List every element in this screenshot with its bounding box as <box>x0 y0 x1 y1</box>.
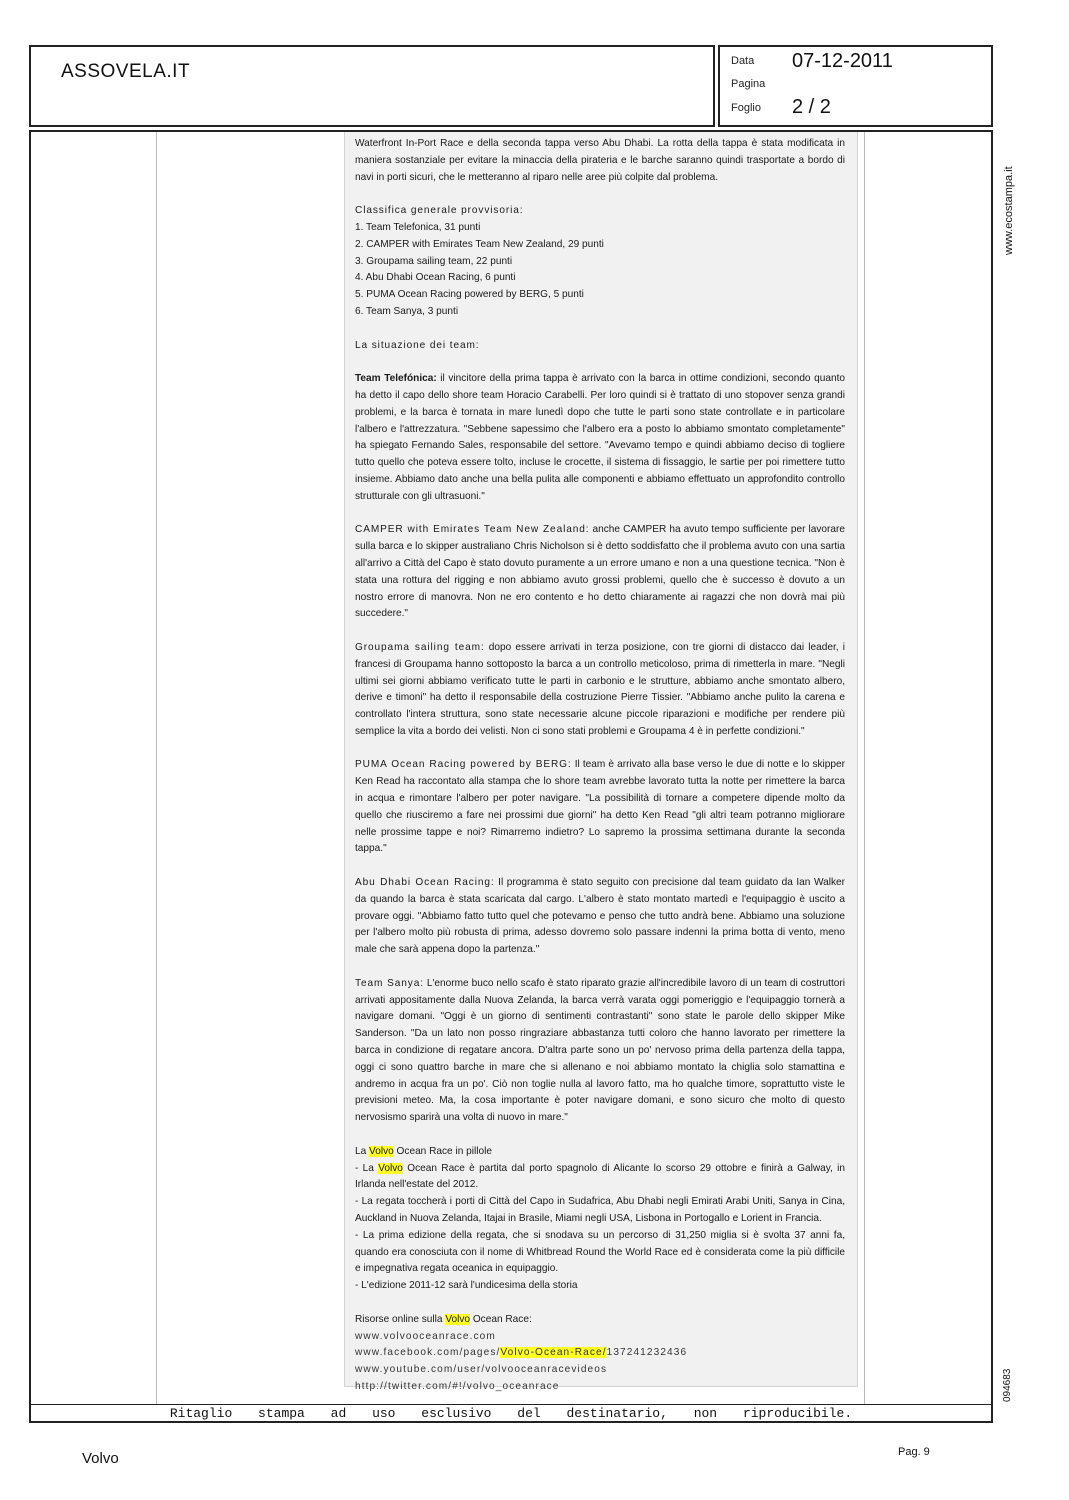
standings-item: 6. Team Sanya, 3 punti <box>355 305 459 317</box>
resource-link[interactable]: www.youtube.com/user/volvooceanracevideos <box>355 1364 608 1376</box>
team-name: PUMA Ocean Racing powered by BERG: <box>355 759 572 771</box>
team-name: Team Sanya: <box>355 977 424 989</box>
date-label: Data <box>731 55 755 67</box>
resource-link[interactable]: http://twitter.com/#!/volvo_oceanrace <box>355 1380 560 1392</box>
pill-item-pre: - La <box>355 1162 379 1174</box>
standings-block <box>355 203 845 321</box>
intro-paragraph: Waterfront In-Port Race e della seconda tappa verso Abu Dhabi. La rotta della tappa è stata modificata in maniera sostanziale per evitare la minaccia della pirateria e le barche saranno quindi trasportate a bordo di navi in porti sicuri, che le metteranno al riparo nelle aree più colpite dal problema. <box>355 138 845 183</box>
page-label: Pagina <box>731 78 766 90</box>
team-text: Il programma è stato seguito con precisione dal team guidato da Ian Walker da quando la barca è stata scaricata dal cargo. L'albero è stato montato martedì e l'equipaggio è uscito a provare oggi. "Abbiamo fatto tutto quel che potevamo e penso che tutto andrà bene. Abbiamo una soluzione per l'albero molto più robusta di prima, adesso dovremo solo passare indenni la prima botta di vento, meno male che sarà appena dopo la partenza." <box>355 877 845 956</box>
team-name: CAMPER with Emirates Team New Zealand: <box>355 524 590 536</box>
source-name: ASSOVELA.IT <box>61 61 191 82</box>
team-paragraph <box>355 757 845 858</box>
teams-title-paragraph <box>355 338 845 355</box>
keyword-highlight: Volvo-Ocean-Race/ <box>500 1347 607 1359</box>
standings-title: Classifica generale provvisoria: <box>355 205 524 217</box>
team-paragraph <box>355 371 845 505</box>
footer-notice: Ritaglio stampa ad uso esclusivo del destinatario, non riproducibile. <box>169 1406 853 1421</box>
pill-item: - La regata toccherà i porti di Città del Capo in Sudafrica, Abu Dhabi negli Emirati Arabi Uniti, Sanya in Cina, Auckland in Nuova Zelanda, Itajai in Brasile, Miami negli USA, Lisbona in Portogallo e Lorient in Francia. <box>355 1196 845 1224</box>
team-paragraph <box>355 976 845 1127</box>
header-meta-box <box>718 45 993 127</box>
keyword-highlight: Volvo <box>378 1162 403 1174</box>
pill-item: - L'edizione 2011-12 sarà l'undicesima della storia <box>355 1280 578 1292</box>
standings-item: 1. Team Telefonica, 31 punti <box>355 221 481 233</box>
sheet-value: 2 / 2 <box>792 96 831 118</box>
side-code: 094683 <box>1002 1368 1013 1402</box>
standings-item: 5. PUMA Ocean Racing powered by BERG, 5 punti <box>355 289 584 301</box>
resources-block <box>355 1312 845 1396</box>
team-name: Groupama sailing team: <box>355 641 485 653</box>
standings-item: 3. Groupama sailing team, 22 punti <box>355 255 513 267</box>
resource-link-pre: www.facebook.com/pages/ <box>355 1347 501 1359</box>
side-url: www.ecostampa.it <box>1003 166 1015 255</box>
resource-link-post: 137241232436 <box>606 1347 688 1359</box>
pill-item <box>355 1163 845 1191</box>
pills-title-pre: La <box>355 1145 370 1157</box>
team-name: Team Telefónica: <box>355 373 437 385</box>
pills-title-post: Ocean Race in pillole <box>393 1145 492 1157</box>
keyword-highlight: Volvo <box>369 1145 394 1157</box>
resource-link[interactable] <box>355 1347 687 1358</box>
team-text: Il team è arrivato alla base verso le due di notte e lo skipper Ken Read ha raccontato alla stampa che lo shore team avrebbe lavorato tutta la notte per rimettere la barca in acqua e rimontare l'albero per poter navigare. "La possibilità di tornare a competere dipende molto da quello che riusciremo a fare nei prossimi due giorni" ha detto Ken Read "gli altri team potranno migliorare nelle prossime tappe e noi? Rimarremo indietro? Lo sapremo la prossima settimana durante la seconda tappa." <box>355 759 845 855</box>
resources-title <box>355 1314 532 1325</box>
date-value: 07-12-2011 <box>792 50 893 72</box>
guide-line <box>864 132 865 1404</box>
teams-title: La situazione dei team: <box>355 339 480 351</box>
keyword-label: Volvo <box>82 1450 119 1467</box>
standings-item: 4. Abu Dhabi Ocean Racing, 6 punti <box>355 272 516 284</box>
team-text: dopo essere arrivati in terza posizione, con tre giorni di distacco dai leader, i francesi di Groupama hanno sottoposto la barca a un controllo meticoloso, prima di rimetterla in mare. "Negli ultimi sei giorni abbiamo verificato tutte le parti in carbonio e le strutture, abbiamo anche smontato albero, derive e timoni" ha detto il responsabile della costruzione Pierre Tissier. "Abbiamo anche pulito la carena e controllato l'intera struttura, sono state necessarie alcune piccole riparazioni e modifiche per rendere più semplice la vita a bordo dei velisti. Non ci sono stati problemi e Groupama 4 è in perfette condizioni." <box>355 641 845 737</box>
header-source-box <box>29 45 715 127</box>
standings-item: 2. CAMPER with Emirates Team New Zealand, 29 punti <box>355 238 604 250</box>
team-paragraph <box>355 640 845 741</box>
team-paragraph <box>355 875 845 959</box>
team-text: anche CAMPER ha avuto tempo sufficiente per lavorare sulla barca e lo skipper australiano Chris Nicholson si è detto soddisfatto che il problema avuto con una sartia all'arrivo a Città del Capo è stato dovuto puramente a un errore umano e non a una questione tecnica. "Non è stata una rottura del rigging e non abbiamo avuto grossi problemi, quello che è successo è dovuto a un nostro errore di manovra. Non ne ero contento e ho detto chiaramente ai ragazzi che non dovrà mai più succedere." <box>355 524 845 620</box>
pill-item-post: Ocean Race è partita dal porto spagnolo di Alicante lo scorso 29 ottobre e finirà a Galway, in Irlanda nell'estate del 2012. <box>355 1162 845 1191</box>
article-body <box>355 136 845 1413</box>
team-text: il vincitore della prima tappa è arrivato con la barca in ottime condizioni, secondo quanto ha detto il capo dello shore team Horacio Carabelli. Per loro quindi si è trattato di uno stopover senza grandi problemi, e la barca è tornata in mare lunedì dopo che tutte le parti sono state controllate e in particolare l'albero e l'attrezzatura. "Sebbene sapessimo che l'albero era a posto lo abbiamo smontato completamente" ha spiegato Fernando Sales, responsabile del settore. "Avevamo tempo e quindi abbiamo deciso di togliere tutto quello che poteva essere tolto, incluse le crocette, il sistema di fissaggio, le sartie per poi rimettere tutto insieme. Abbiamo dato anche una bella pulita alle componenti e abbiamo effettuato un approfondito controllo strutturale con gli ultrasuoni." <box>355 373 845 502</box>
footer-divider <box>29 1404 993 1405</box>
team-name: Abu Dhabi Ocean Racing: <box>355 877 495 889</box>
keyword-highlight: Volvo <box>445 1313 471 1325</box>
page-number: Pag. 9 <box>898 1446 930 1458</box>
guide-line <box>156 132 157 1404</box>
resources-title-post: Ocean Race: <box>470 1313 532 1325</box>
resources-title-pre: Risorse online sulla <box>355 1313 446 1325</box>
team-text: L'enorme buco nello scafo è stato riparato grazie all'incredibile lavoro di un team di costruttori arrivati appositamente dalla Nuova Zelanda, la barca verrà varata oggi pomeriggio e l'equipaggio tornerà a navigare domani. "Oggi è un giorno di sentimenti contrastanti" sono state le parole dello skipper Mike Sanderson. "Da un lato non posso ringraziare abbastanza tutti coloro che hanno lavorato per rimettere la barca in condizione di regatare ancora. D'altra parte sono un po' nervoso prima della partenza della tappa, oggi ci sono quattro barche in mare che si allenano e noi abbiamo montato la chiglia solo stamattina e andremo in acqua fra un po'. Ciò non toglie nulla al lavoro fatto, ma ho qualche timore, soprattutto viste le previsioni meteo. Ma, la cosa importante è poter navigare domani, e sono sicuro che molto di questo nervosismo sparirà una volta di nuovo in mare." <box>355 977 845 1124</box>
resource-link[interactable]: www.volvooceanrace.com <box>355 1330 496 1342</box>
sheet-label: Foglio <box>731 102 761 114</box>
pills-block <box>355 1144 845 1295</box>
pill-item: - La prima edizione della regata, che si snodava su un percorso di 31,250 miglia si è svolta 37 anni fa, quando era conosciuta con il nome di Whitbread Round the World Race ed è considerata come la più difficile e impegnativa regata oceanica in equipaggio. <box>355 1229 845 1275</box>
pills-title <box>355 1146 492 1157</box>
team-paragraph <box>355 522 845 623</box>
